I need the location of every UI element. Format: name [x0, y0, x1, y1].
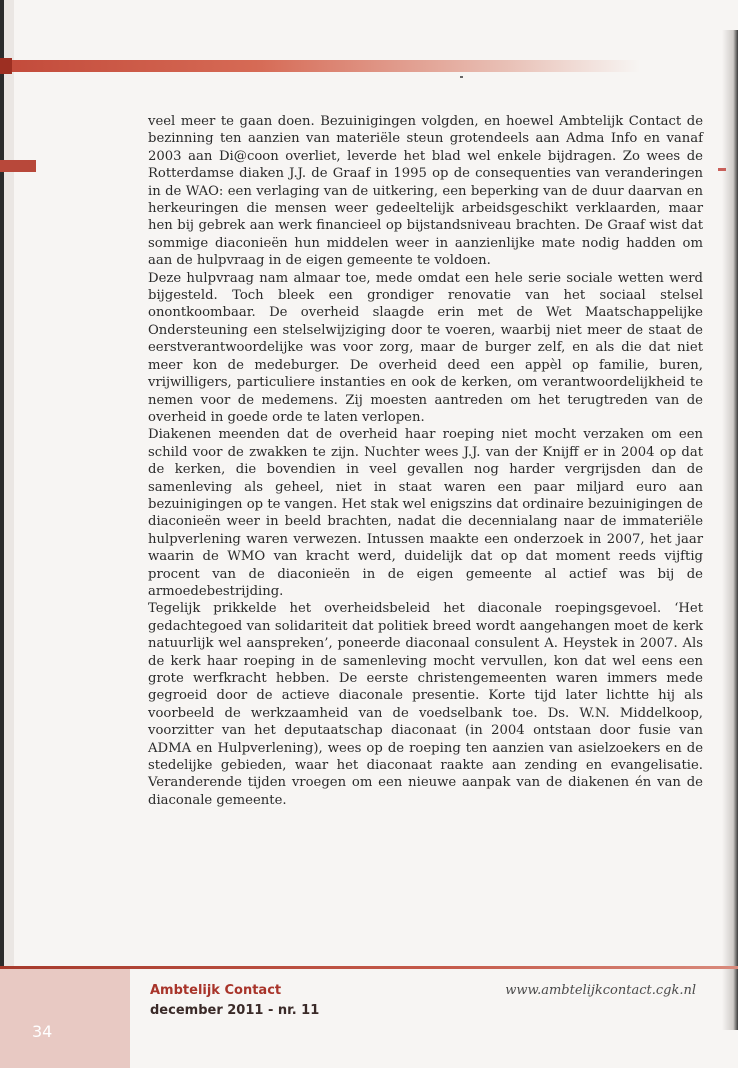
- footer-page-band: [0, 969, 130, 1068]
- header-color-rule: [0, 60, 640, 72]
- header-rule-cap: [0, 58, 12, 74]
- footer-website-link[interactable]: www.ambtelijkcontact.cgk.nl: [505, 983, 696, 998]
- page-number: 34: [32, 1022, 53, 1041]
- paragraph: Tegelijk prikkelde het overheidsbeleid het diaconale roepingsgevoel. ‘Het gedachtegoed van solidariteit dat politiek breed wordt aangehangen moet de kerk natuurlijk wel aanspreken’, poneerde diaconaal consulent A. Heystek in 2007. Als de kerk haar roeping in de samenleving mocht vervullen, kon dat wel eens een grote werfkracht hebben. De eerste christengemeenten waren immers mede gegroeid door de actieve diaconale presentie. Korte tijd later lichtte hij als voorbeeld de werkzaamheid van de voedselbank toe. Ds. W.N. Middelkoop, voorzitter van het deputaatschap diaconaat (in 2004 ontstaan door fusie van ADMA en Hulpverlening), wees op de roeping ten aanzien van asielzoekers en de stedelijke gebieden, waar het diaconaat raakte aan zending en evangelisatie. Veranderende tijden vroegen om een nieuwe aanpak van de diakenen én van de diaconale gemeente.: [148, 601, 703, 808]
- paragraph: veel meer te gaan doen. Bezuinigingen volgden, en hoewel Ambtelijk Contact de bezinning ten aanzien van materiële steun grotendeels aan Adma Info en vanaf 2003 aan Di@coon overliet, leverde het blad wel enkele bijdragen. Zo wees de Rotterdamse diaken J.J. de Graaf in 1995 op de consequenties van veranderingen in de WAO: een verlaging van de uitkering, een beperking van de duur daarvan en herkeuringen die mensen weer gedeeltelijk arbeidsgeschikt verklaarden, maar hen bij gebrek aan werk financieel op bijstandsniveau brachten. De Graaf wist dat sommige diaconieën hun middelen weer in aanzienlijke mate nodig hadden om aan de hulpvraag in de eigen gemeente te voldoen.: [148, 114, 703, 269]
- side-color-mark: [0, 160, 36, 172]
- article-body: [148, 113, 703, 809]
- paragraph: Diakenen meenden dat de overheid haar roeping niet mocht verzaken om een schild voor de zwakken te zijn. Nuchter wees J.J. van der Knijff er in 2004 op dat de kerken, die bovendien in veel gevallen nog harder vergrijsden dan de samenleving als geheel, niet in staat waren een paar miljard euro aan bezuinigingen op te vangen. Het stak wel enigszins dat ordinaire bezuinigingen de diaconieën weer in beeld brachten, nadat die decennialang naar de immateriële hulpverlening waren verwezen. Intussen maakte een onderzoek in 2007, het jaar waarin de WMO van kracht werd, duidelijk dat op dat moment reeds vijftig procent van de diaconieën in de eigen gemeente al actief was bij de armoedebestrijding.: [148, 427, 703, 599]
- footer-magazine-title: Ambtelijk Contact: [150, 983, 282, 998]
- footer-issue: december 2011 - nr. 11: [150, 1003, 320, 1018]
- side-color-mark-right: [718, 168, 726, 171]
- paragraph: Deze hulpvraag nam almaar toe, mede omdat een hele serie sociale wetten werd bijgesteld. Toch bleek een grondiger renovatie van het sociaal stelsel onontkoombaar. De overheid slaagde erin met de Wet Maatschappelijke Ondersteuning een stelselwijziging door te voeren, waarbij niet meer de staat de eerstverantwoordelijke was voor zorg, maar de burger zelf, en als die dat niet meer kon de medeburger. De overheid deed een appèl op familie, buren, vrijwilligers, particuliere instanties en ook de kerken, om verantwoordelijkheid te nemen voor de medemens. Zij moesten aantreden om het terugtreden van de overheid in goede orde te laten verlopen.: [148, 270, 703, 425]
- print-mark: [460, 76, 463, 78]
- page-edge-shadow: [722, 30, 738, 1030]
